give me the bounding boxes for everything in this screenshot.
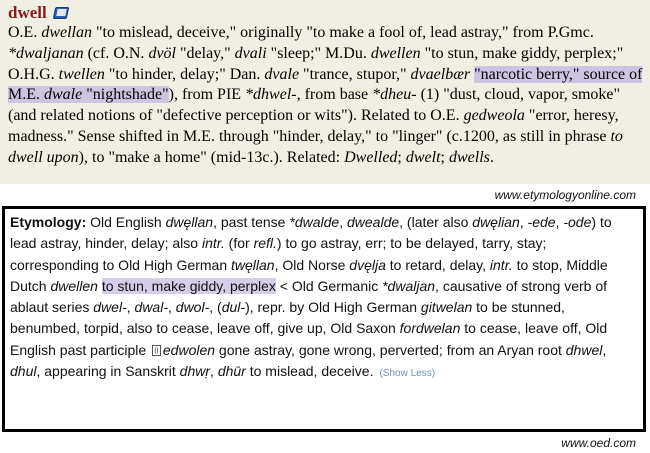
show-less-link[interactable]: (Show Less) [379, 368, 436, 380]
etymology-text: O.E. dwellan "to mislead, deceive," originally "to make a fool of, lead astray," from P.Gmc. *dwaljanan (cf. O.N. dvöl "delay," dvali "sleep;" M.Du. dwellen "to stun, make giddy, perplex;" O.H.G. twellen "to hinder, delay;" Dan. dvale "trance, stupor," dvaelbær "narcotic berry," source of M.E. dwale "nightshade"), from PIE *dhwel-, from base *dheu- (1) "dust, cloud, vapor, smoke" (and related notions of "defective perception or wits"). Related to O.E. gedweola "error, heresy, madness." Sense shifted in M.E. through "hinder, delay," to "linger" (c.1200, as still in phrase to dwell upon), to "make a home" (mid-13c.). Related: Dwelled; dwelt; dwells. [8, 24, 643, 166]
etymology-label: Etymology: [10, 214, 87, 230]
oed-entry [2, 206, 646, 432]
credit-etymonline: www.etymologyonline.com [494, 188, 636, 202]
missing-glyph-icon: ⌷ [154, 345, 159, 355]
credit-oed: www.oed.com [561, 436, 636, 450]
highlight-to-stun: to stun, make giddy, perplex [101, 277, 276, 294]
headword[interactable]: dwell [8, 3, 47, 22]
book-icon[interactable] [54, 6, 69, 20]
etymonline-entry [0, 0, 650, 184]
entry-header [8, 2, 644, 23]
highlight-narcotic-berry: "narcotic berry," source of M.E. dwale "nightshade" [8, 65, 643, 104]
oed-etymology-text: Etymology: Old English dwęllan, past tense *dwalde, dwealde, (later also dwęlian, -ede, -ode) to lead astray, hinder, delay; also intr. (for refl.) to go astray, err; to be delayed, tarry, stay; corresponding to Old High German twęllan, Old Norse dvęlja to retard, delay, intr. to stop, Middle Dutch dwellen to stun, make giddy, perplex < Old Germanic *dwaljan, causative of strong verb of ablaut series dwel-, dwal-, dwol-, (dul-), repr. by Old High German gitwelan to be stunned, benumbed, torpid, also to cease, leave off, give up, Old Saxon fordwelan to cease, leave off, Old English past participle ⌷ edwolen gone astray, gone wrong, perverted; from an Aryan root dhwel, dhul, appearing in Sanskrit dhwṛ, dhūr to mislead, deceive. (Show Less) [10, 214, 612, 380]
